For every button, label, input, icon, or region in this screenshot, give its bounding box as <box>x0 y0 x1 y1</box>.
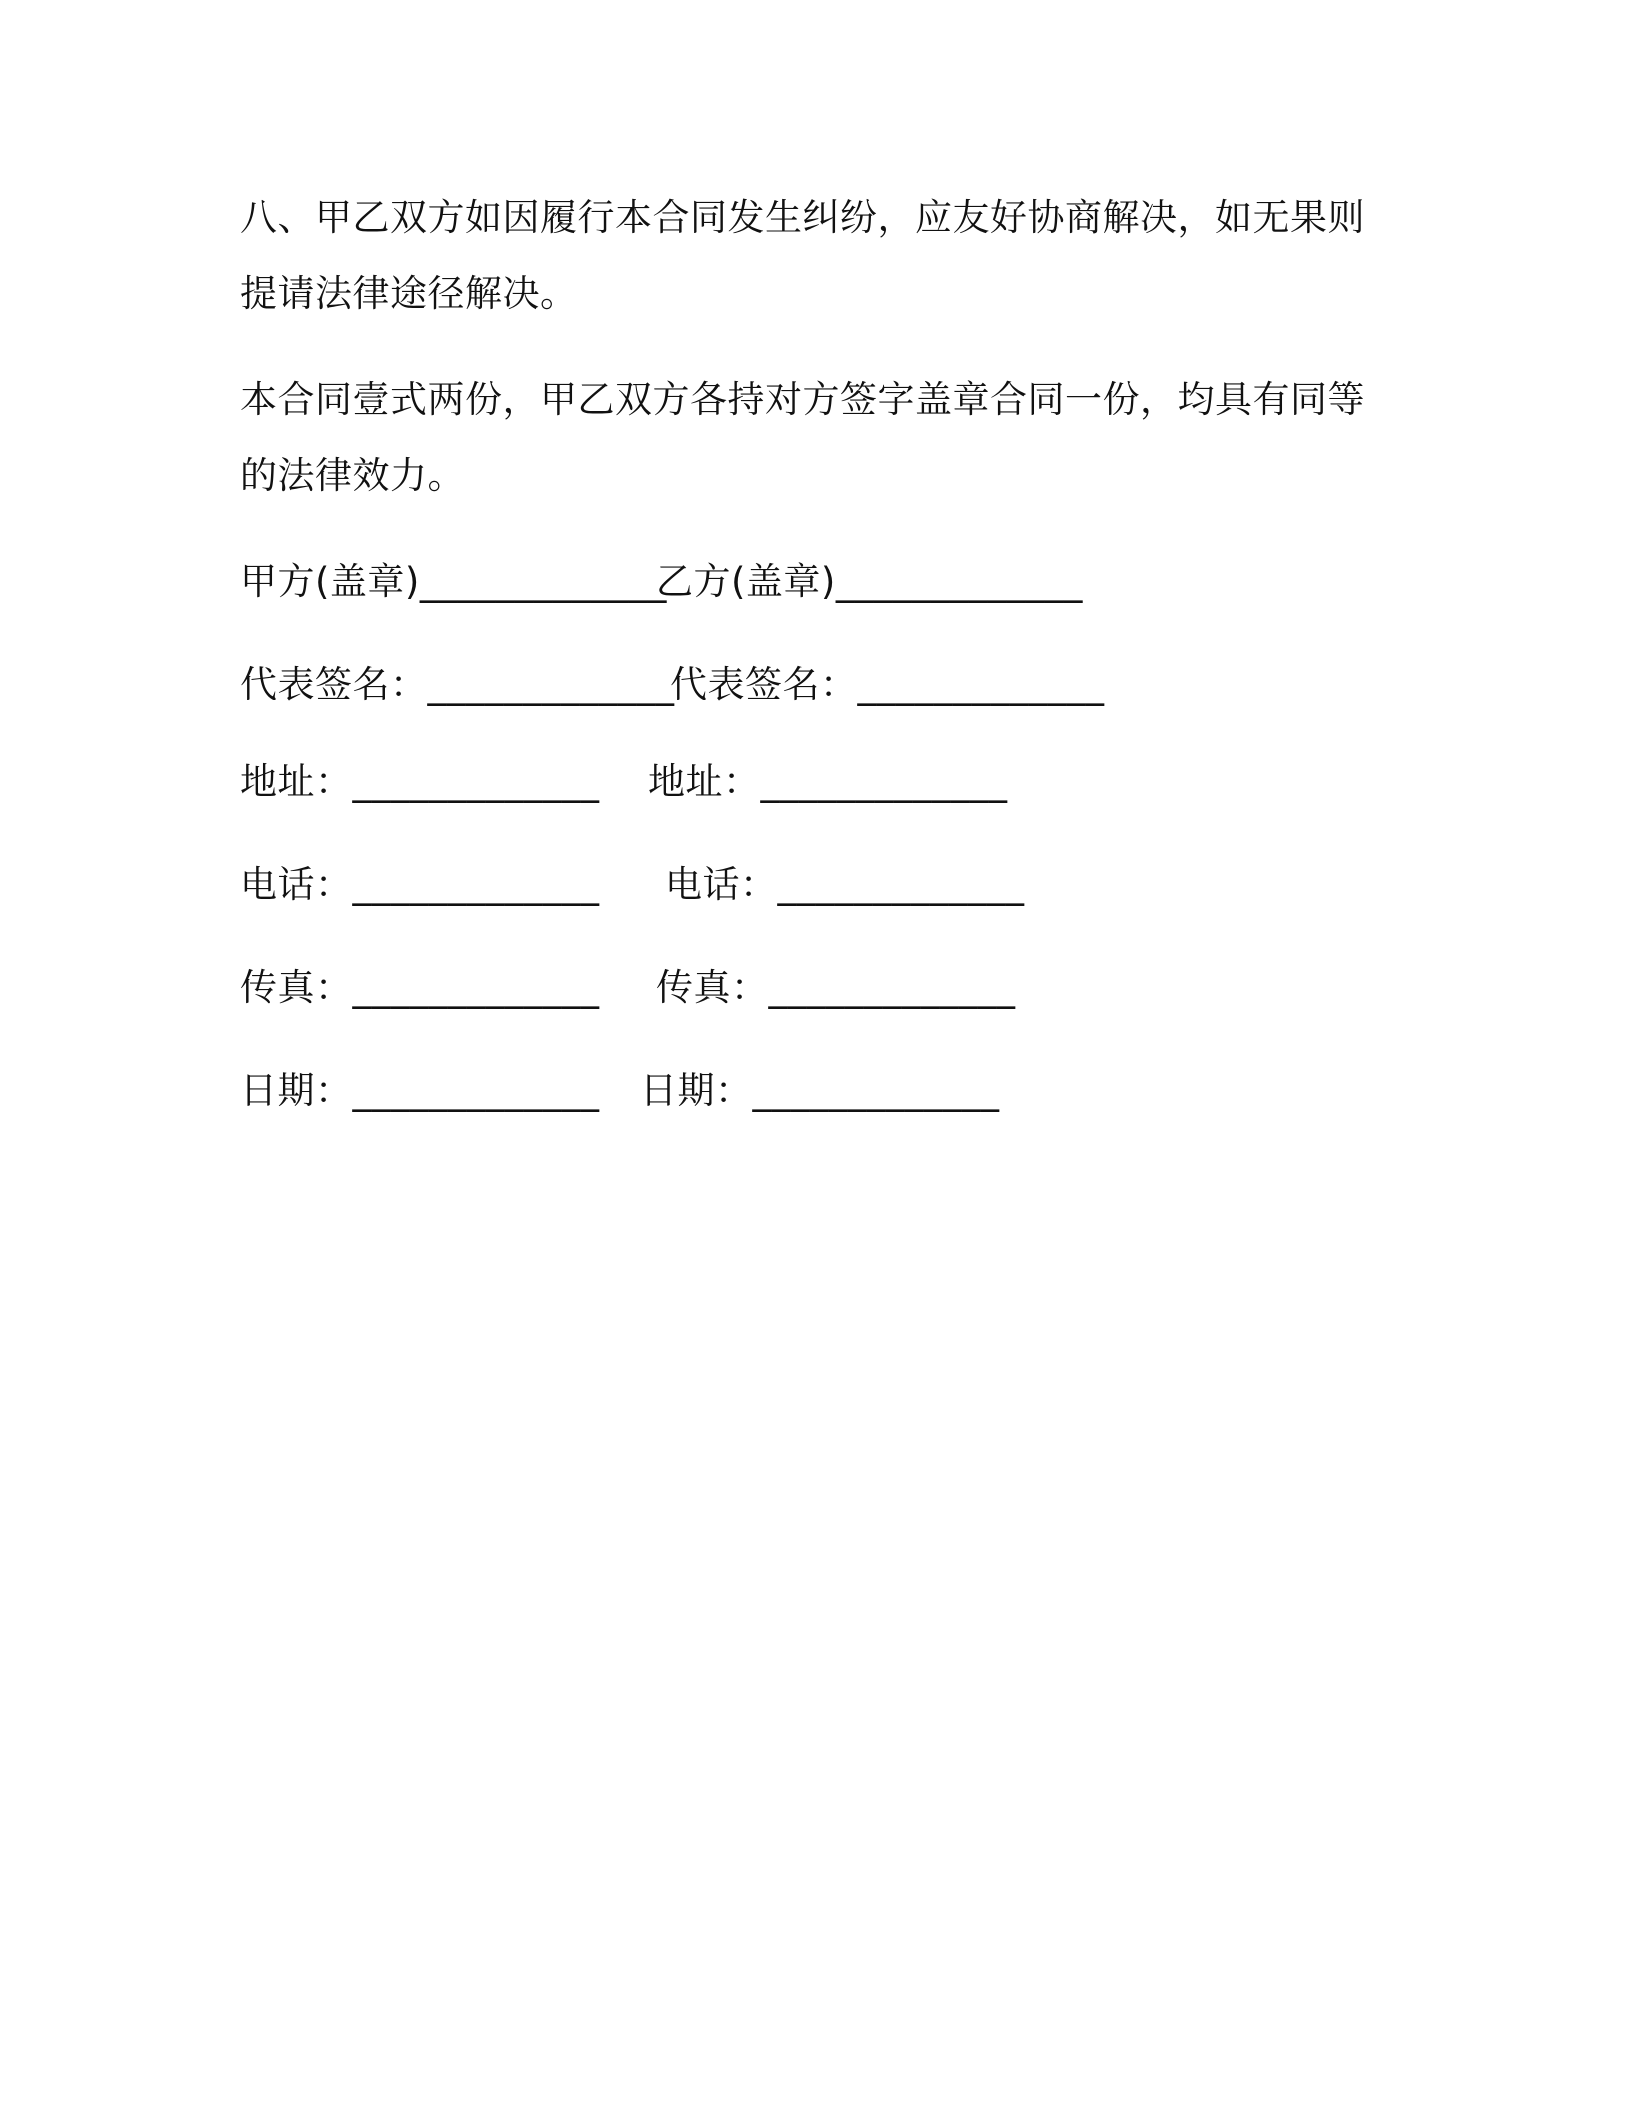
party-b-address-field: 地址：_____________ <box>648 760 1008 803</box>
party-b-representative-field: 代表签名：_____________ <box>670 663 1105 706</box>
party-a-fax-field: 传真：_____________ <box>240 966 600 1009</box>
party-b-phone-field: 电话：_____________ <box>665 863 1025 906</box>
party-b-date-field: 日期：_____________ <box>640 1069 1000 1112</box>
copies-clause-text: 本合同壹式两份，甲乙双方各持对方签字盖章合同一份，均具有同等的法律效力。 <box>240 378 1365 497</box>
party-b-seal-field: 乙方(盖章)_____________ <box>656 560 1083 603</box>
party-a-date-field: 日期：_____________ <box>240 1069 600 1112</box>
party-a-phone-field: 电话：_____________ <box>240 863 600 906</box>
party-a-address-field: 地址：_____________ <box>240 760 600 803</box>
party-b-fax-field: 传真：_____________ <box>656 966 1016 1009</box>
party-a-seal-field: 甲方(盖章)_____________ <box>240 560 667 603</box>
clause-8-text: 八、甲乙双方如因履行本合同发生纠纷，应友好协商解决，如无果则提请法律途径解决。 <box>240 196 1365 315</box>
party-a-representative-field: 代表签名：_____________ <box>240 663 675 706</box>
